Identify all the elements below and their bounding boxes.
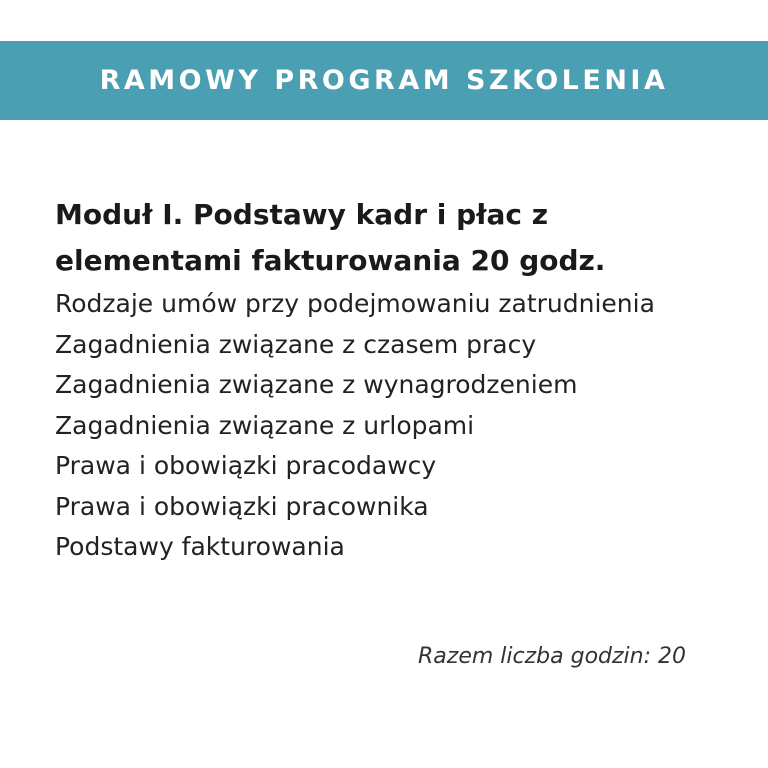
module-title bbox=[55, 192, 735, 284]
list-item: Zagadnienia związane z wynagrodzeniem bbox=[55, 370, 578, 399]
list-item: Podstawy fakturowania bbox=[55, 532, 345, 561]
list-item: Zagadnienia związane z urlopami bbox=[55, 410, 475, 440]
list-item: Prawa i obowiązki pracodawcy bbox=[55, 451, 437, 480]
header-banner bbox=[0, 41, 768, 120]
page-title: RAMOWY PROGRAM SZKOLENIA bbox=[99, 65, 669, 96]
list-item: Rodzaje umów przy podejmowaniu zatrudnienia bbox=[55, 289, 655, 318]
list-item: Prawa i obowiązki pracownika bbox=[55, 491, 429, 521]
total-hours-label: Razem liczba godzin: 20 bbox=[418, 644, 686, 669]
module-title-line-2: elementami fakturowania 20 godz. bbox=[55, 244, 606, 277]
module-section bbox=[55, 192, 735, 568]
topic-list bbox=[55, 284, 735, 568]
module-title-line-1: Moduł I. Podstawy kadr i płac z bbox=[55, 198, 549, 231]
list-item: Zagadnienia związane z czasem pracy bbox=[55, 329, 537, 359]
